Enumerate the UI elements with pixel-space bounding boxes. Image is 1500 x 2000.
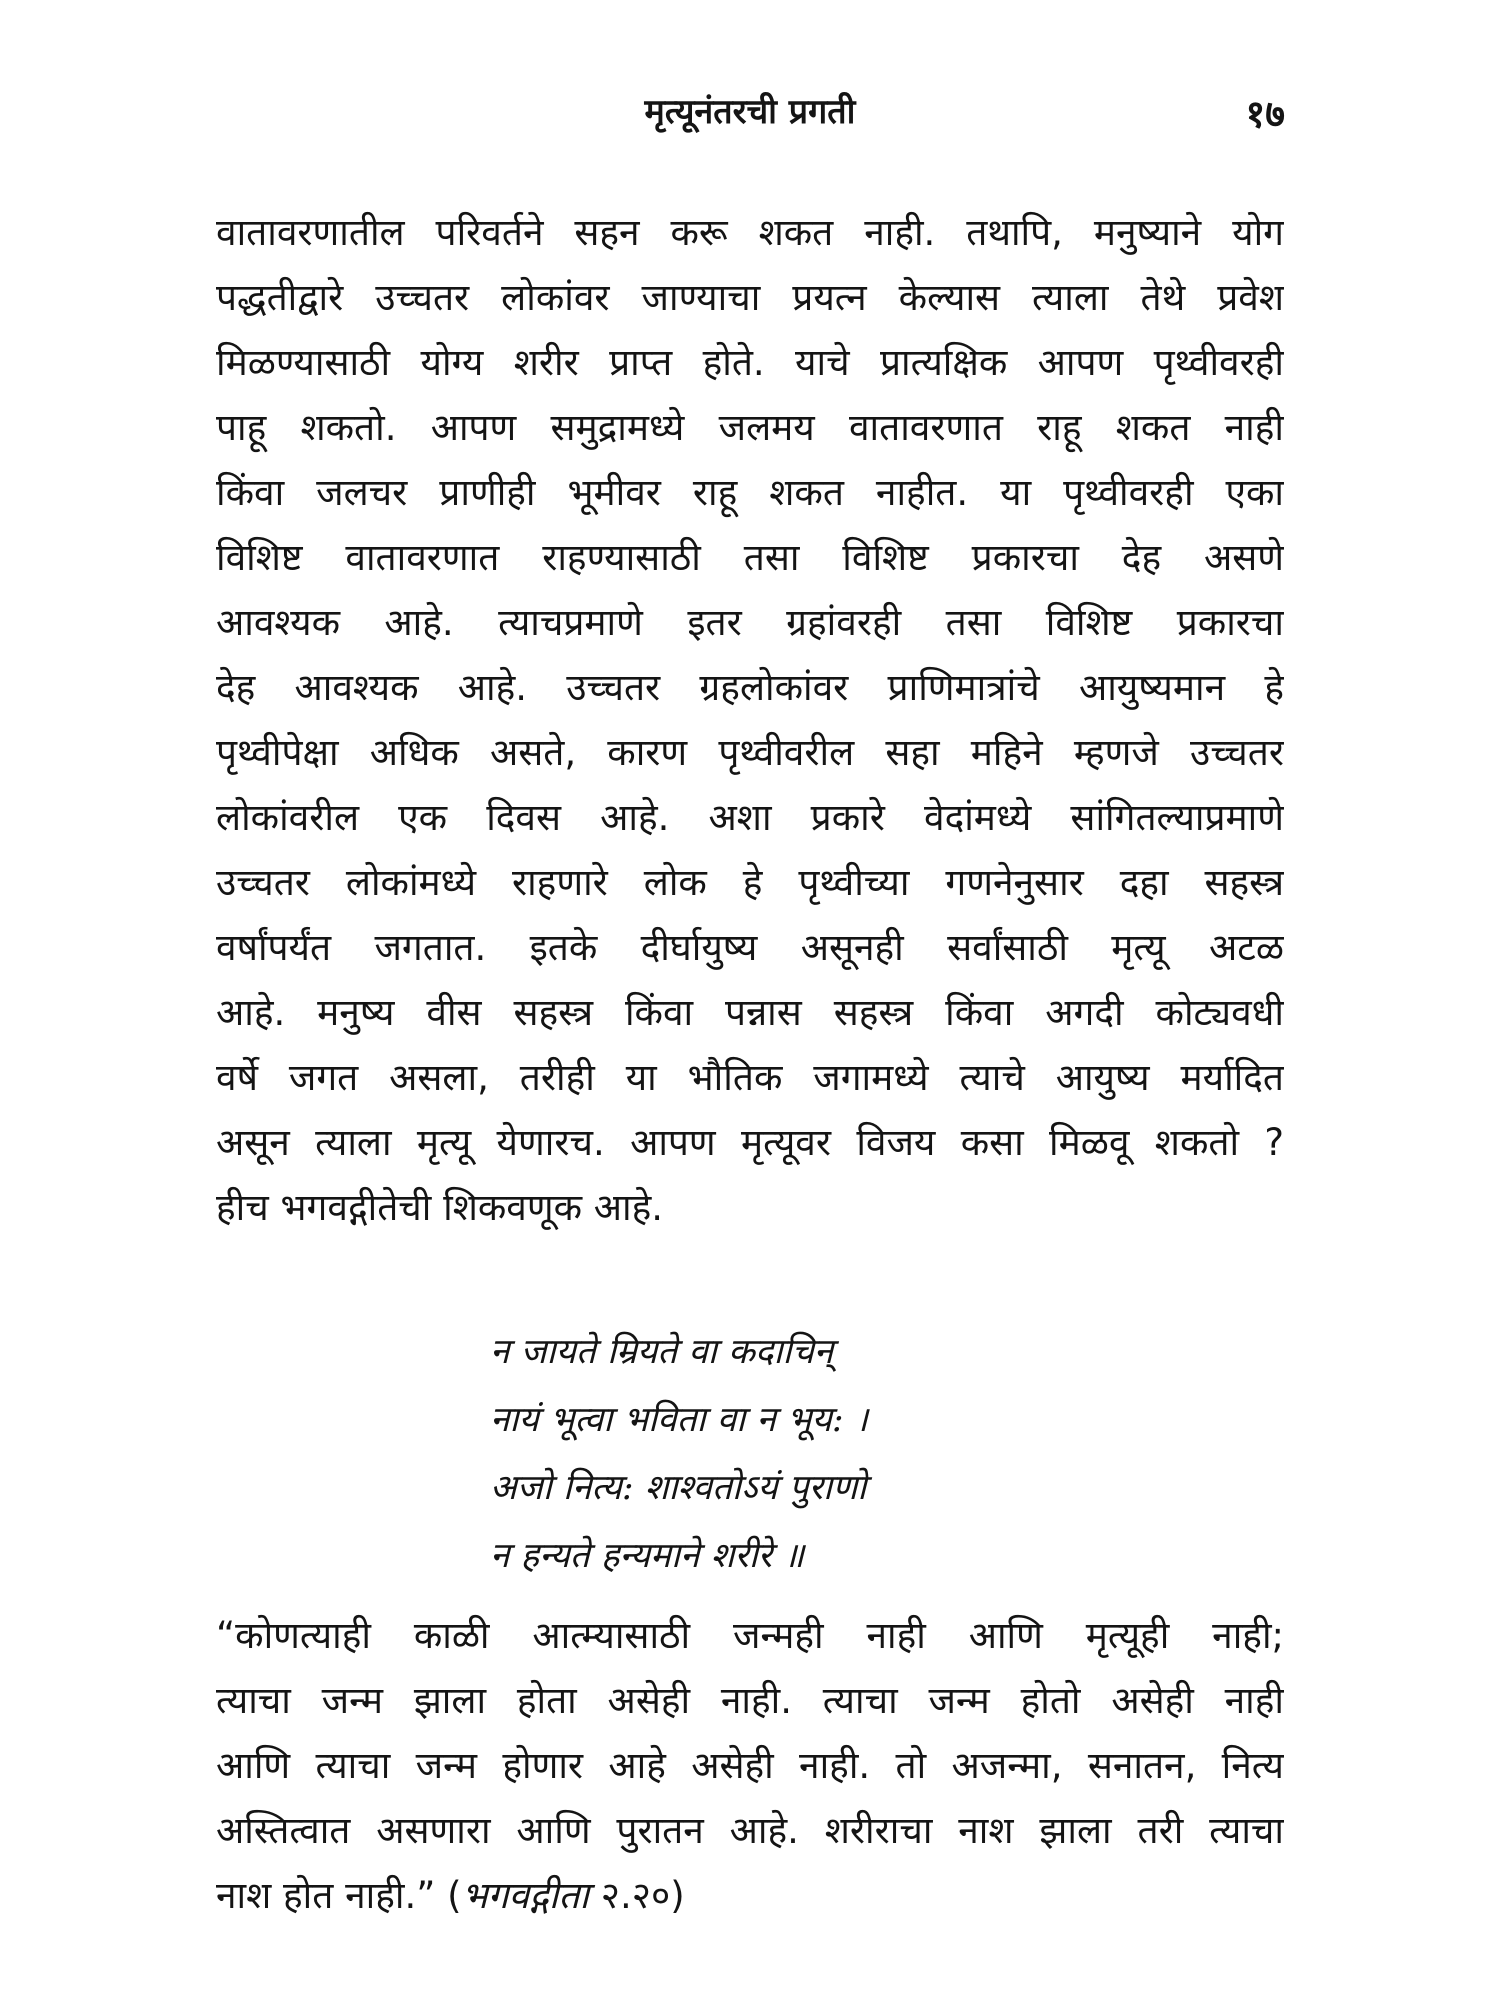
running-title: मृत्यूनंतरची प्रगती <box>644 92 856 132</box>
paragraph-line: पृथ्वीपेक्षा अधिक असते, कारण पृथ्वीवरील सहा महिने म्हणजे उच्चतर <box>216 731 1284 774</box>
paragraph-line: वातावरणातील परिवर्तने सहन करू शकत नाही. तथापि, मनुष्याने योग <box>216 211 1284 254</box>
verse-line: न हन्यते हन्यमाने शरीरे ॥ <box>490 1536 805 1576</box>
paragraph-line: हीच भगवद्गीतेची शिकवणूक आहे. <box>216 1186 664 1229</box>
main-paragraph <box>216 200 1284 1240</box>
paragraph-line: त्याचा जन्म झाला होता असेही नाही. त्याचा जन्म होतो असेही नाही <box>216 1679 1284 1722</box>
paragraph-line: अस्तित्वात असणारा आणि पुरातन आहे. शरीराचा नाश झाला तरी त्याचा <box>216 1809 1284 1852</box>
verse-line: नायं भूत्वा भविता वा न भूय: । <box>490 1400 869 1440</box>
paragraph-line: विशिष्ट वातावरणात राहण्यासाठी तसा विशिष्ट प्रकारचा देह असणे <box>216 536 1284 579</box>
verse-line: अजो नित्य: शाश्वतोऽयं पुराणो <box>490 1468 867 1508</box>
paragraph-line: पद्धतीद्वारे उच्चतर लोकांवर जाण्याचा प्रयत्न केल्यास त्याला तेथे प्रवेश <box>216 276 1284 319</box>
paragraph-line: उच्चतर लोकांमध्ये राहणारे लोक हे पृथ्वीच्या गणनेनुसार दहा सहस्त्र <box>216 861 1284 904</box>
paragraph-line: वर्षे जगत असला, तरीही या भौतिक जगामध्ये त्याचे आयुष्य मर्यादित <box>216 1056 1284 1099</box>
paragraph-line: किंवा जलचर प्राणीही भूमीवर राहू शकत नाहीत. या पृथ्वीवरही एका <box>216 471 1284 514</box>
paragraph-line: देह आवश्यक आहे. उच्चतर ग्रहलोकांवर प्राणिमात्रांचे आयुष्यमान हे <box>216 666 1284 709</box>
citation-reference: २.२०) <box>589 1874 685 1917</box>
paragraph-line: लोकांवरील एक दिवस आहे. अशा प्रकारे वेदांमध्ये सांगितल्याप्रमाणे <box>216 796 1284 839</box>
paragraph-line: आवश्यक आहे. त्याचप्रमाणे इतर ग्रहांवरही तसा विशिष्ट प्रकारचा <box>216 601 1284 644</box>
paragraph-line: पाहू शकतो. आपण समुद्रामध्ये जलमय वातावरणात राहू शकत नाही <box>216 406 1284 449</box>
paragraph-line: वर्षांपर्यंत जगतात. इतके दीर्घायुष्य असूनही सर्वांसाठी मृत्यू अटळ <box>216 926 1284 969</box>
citation-title: भगवद्गीता <box>461 1874 590 1917</box>
paragraph-last-line <box>216 1863 1284 1928</box>
paragraph-line: मिळण्यासाठी योग्य शरीर प्राप्त होते. याचे प्रात्यक्षिक आपण पृथ्वीवरही <box>216 341 1284 384</box>
translation-closing-text: नाश होत नाही.” ( <box>216 1874 462 1917</box>
translation-paragraph <box>216 1603 1284 1928</box>
paragraph-line: “कोणत्याही काळी आत्म्यासाठी जन्मही नाही आणि मृत्यूही नाही; <box>216 1614 1284 1657</box>
paragraph-line: आणि त्याचा जन्म होणार आहे असेही नाही. तो अजन्मा, सनातन, नित्य <box>216 1744 1284 1787</box>
verse-line: न जायते म्रियते वा कदाचिन् <box>490 1332 834 1372</box>
page-number: १७ <box>1245 92 1285 136</box>
paragraph-line: असून त्याला मृत्यू येणारच. आपण मृत्यूवर विजय कसा मिळवू शकतो ? <box>216 1121 1284 1164</box>
paragraph-line: आहे. मनुष्य वीस सहस्त्र किंवा पन्नास सहस्त्र किंवा अगदी कोट्यवधी <box>216 991 1284 1034</box>
sanskrit-verse <box>490 1318 1290 1590</box>
